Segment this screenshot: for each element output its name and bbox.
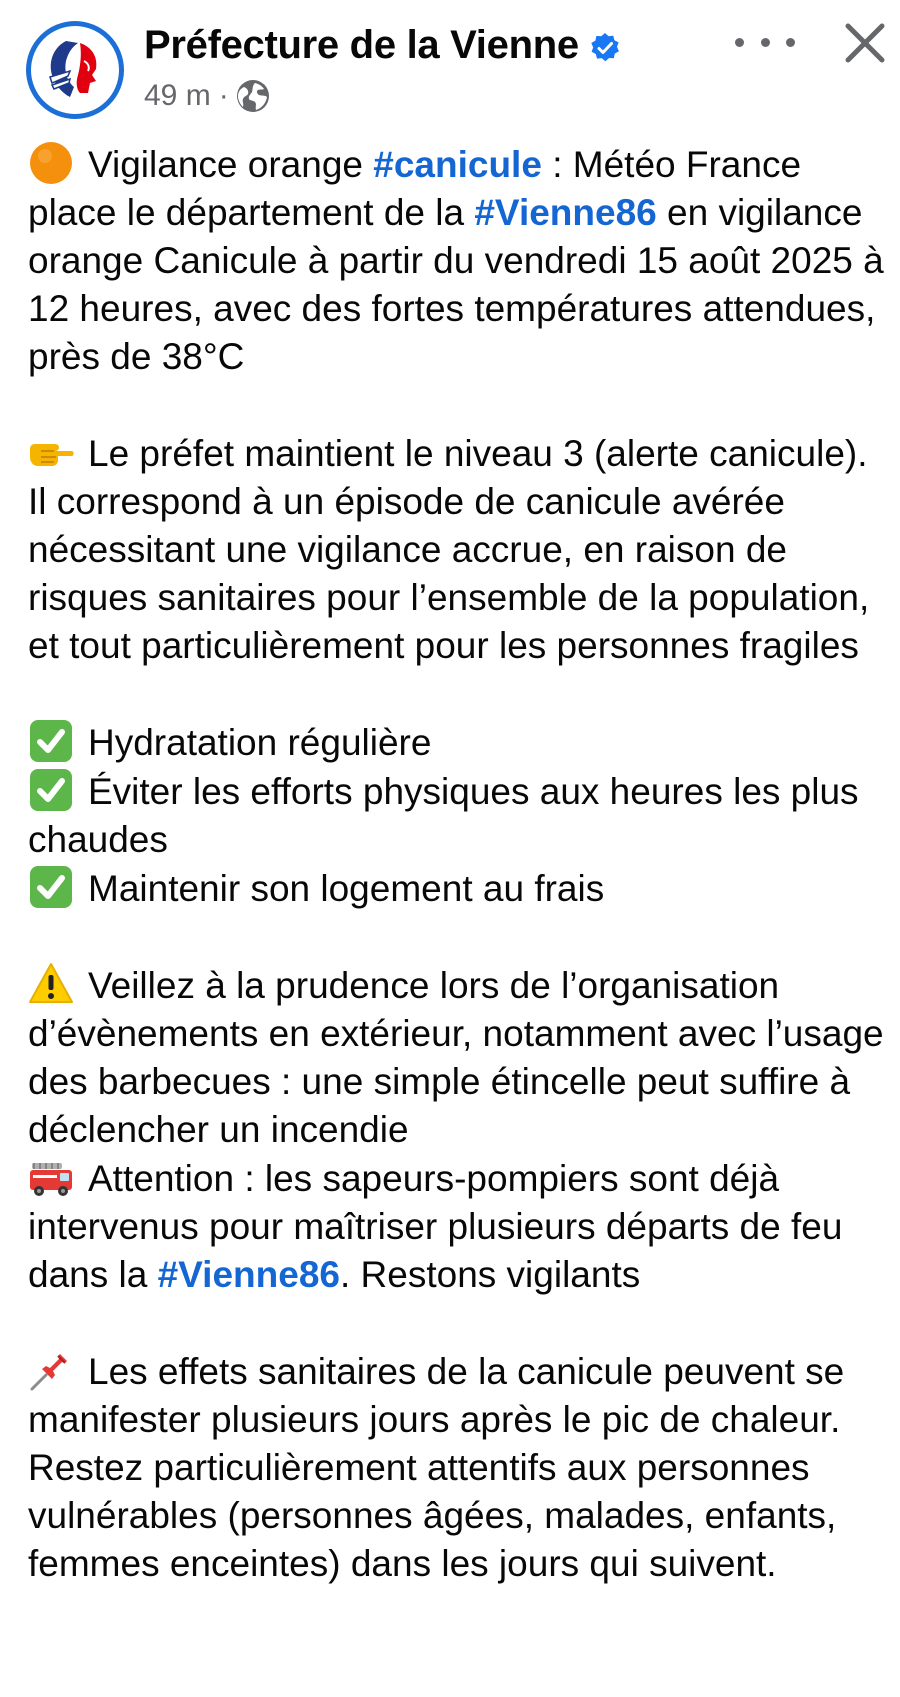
hashtag-canicule[interactable]: #canicule: [373, 144, 542, 185]
paragraph-gap: [28, 381, 888, 429]
paragraph-gap: [28, 670, 888, 718]
close-icon[interactable]: [840, 18, 890, 68]
more-options-icon[interactable]: [735, 22, 795, 62]
fire-engine-icon: [28, 1154, 74, 1200]
text-segment: en vigilance orange Canicule à partir du vendredi 15 août 2025 à 12 heures, avec des fortes températures attendues, près de 38°C: [28, 192, 884, 377]
text-segment: : Météo France place le département de la: [28, 144, 802, 233]
checklist-text: Maintenir son logement au frais: [88, 868, 605, 909]
meta-separator: ·: [218, 79, 229, 112]
globe-icon[interactable]: [235, 78, 271, 114]
hashtag-vienne86[interactable]: #Vienne86: [474, 192, 657, 233]
more-dot: [735, 38, 744, 47]
text-segment: . Restons vigilants: [339, 1254, 641, 1295]
text-segment: Le préfet maintient le niveau 3 (alerte canicule). Il correspond à un épisode de canicule avérée nécessitant une vigilance accrue, en raison de risques sanitaires pour l’ensemble de la population, et tout particulièrement pour les personnes fragiles: [28, 433, 870, 666]
post-paragraph-pompiers: [28, 1154, 888, 1299]
post-paragraph-niveau3: [28, 429, 888, 670]
text-segment: Veillez à la prudence lors de l’organisation d’évènements en extérieur, notamment avec l’usage des barbecues : une simple étincelle peut suffire à déclencher un incendie: [28, 965, 884, 1150]
checklist-item: [28, 864, 888, 913]
warning-icon: [28, 961, 74, 1007]
orange-circle-icon: [28, 140, 74, 186]
checklist-item: [28, 767, 888, 864]
checklist-text: Éviter les efforts physiques aux heures les plus chaudes: [28, 771, 859, 860]
paragraph-gap: [28, 1299, 888, 1347]
pointing-hand-icon: [28, 429, 74, 475]
page-name-text[interactable]: Préfecture de la Vienne: [144, 22, 579, 67]
check-mark-icon: [28, 718, 74, 764]
post-paragraph-vigilance: [28, 140, 888, 381]
post-header: [0, 0, 900, 130]
post-paragraph-effets: [28, 1347, 888, 1588]
text-segment: Vigilance orange: [88, 144, 374, 185]
paragraph-gap: [28, 913, 888, 961]
post-paragraph-prudence: [28, 961, 888, 1154]
text-segment: Attention : les sapeurs-pompiers sont déjà intervenus pour maîtriser plusieurs départs de feu dans la: [28, 1158, 843, 1295]
text-segment: Les effets sanitaires de la canicule peuvent se manifester plusieurs jours après le pic de chaleur. Restez particulièrement attentifs aux personnes vulnérables (personnes âgées, malades, enfants, femmes enceintes) dans les jours qui suivent.: [28, 1351, 845, 1584]
post-body: [28, 140, 888, 1588]
more-dot: [761, 38, 770, 47]
more-dot: [786, 38, 795, 47]
hashtag-vienne86[interactable]: #Vienne86: [157, 1254, 340, 1295]
post-meta: [144, 74, 271, 118]
checklist-item: [28, 718, 888, 767]
check-mark-icon: [28, 864, 74, 910]
pushpin-icon: [28, 1347, 74, 1393]
page-avatar[interactable]: [26, 21, 124, 119]
page-name[interactable]: [144, 20, 621, 70]
check-mark-icon: [28, 767, 74, 813]
checklist-text: Hydratation régulière: [88, 722, 432, 763]
post-time[interactable]: 49 m: [144, 79, 211, 112]
marianne-logo-icon: [31, 26, 119, 114]
verified-badge-icon: [589, 29, 621, 61]
